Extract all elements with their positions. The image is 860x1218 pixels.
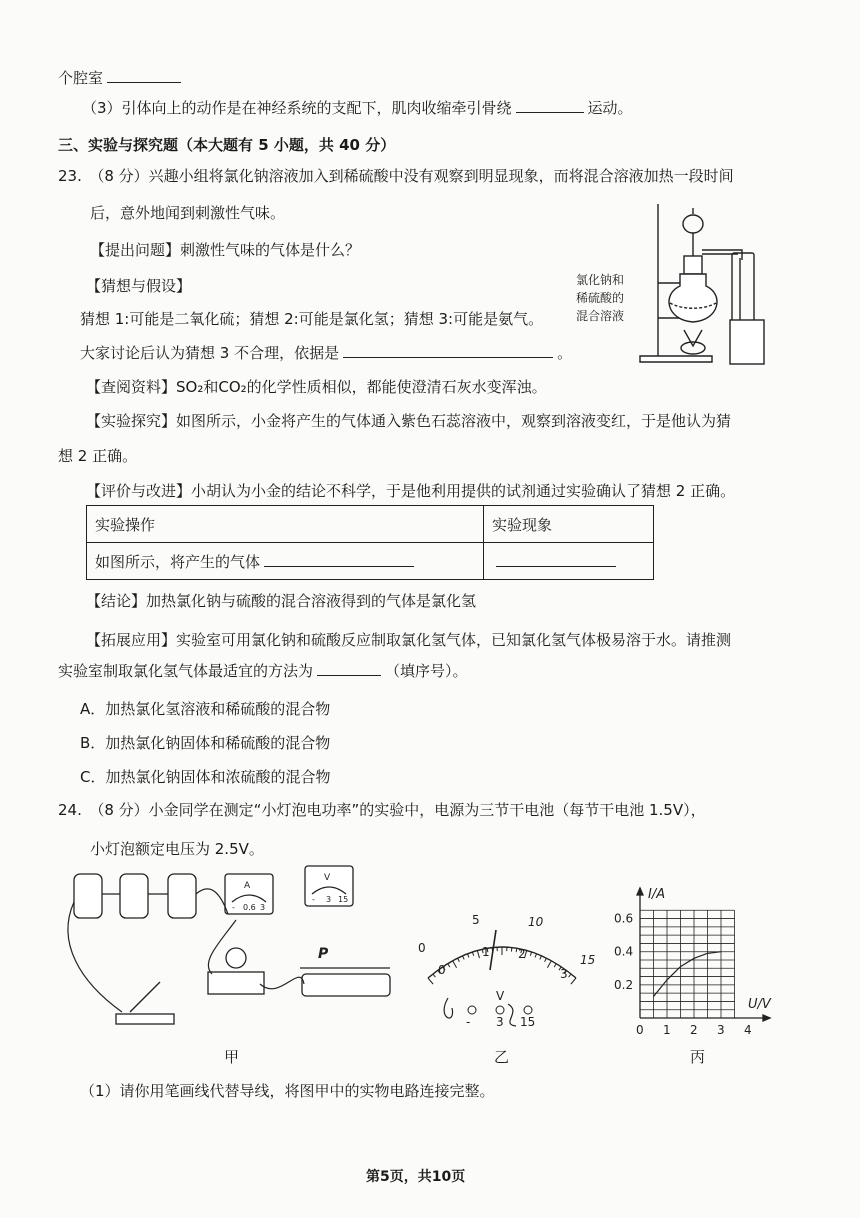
dial-tick xyxy=(453,961,457,968)
q23-question: 【提出问题】刺激性气味的气体是什么？ xyxy=(90,241,361,259)
dial-tick xyxy=(472,952,473,956)
x-tick-label: 4 xyxy=(744,1023,752,1037)
y-tick-label: 0.6 xyxy=(614,911,634,926)
x-tick-label: 3 xyxy=(717,1023,725,1037)
y-tick-label: 0.2 xyxy=(614,977,634,992)
q23-conclusion: 【结论】加热氯化钠与硫酸的混合溶液得到的气体是氯化氢 xyxy=(86,592,477,610)
q23-explore-cont: 想 2 正确。 xyxy=(58,447,138,465)
figure-label-yi: 乙 xyxy=(494,1048,510,1066)
dial-tick xyxy=(428,978,433,984)
dial-tick xyxy=(571,978,576,984)
dial-terminal: 15 xyxy=(520,1015,536,1029)
dial-tick xyxy=(547,961,551,968)
apparatus-label-line1: 氯化钠和 xyxy=(576,273,625,287)
answer-blank[interactable] xyxy=(496,552,616,567)
iu-curve xyxy=(654,952,722,997)
q24-stem: 24. （8 分）小金同学在测定“小灯泡电功率”的实验中，电源为三节干电池（每节干电池 1.5V）， xyxy=(58,801,706,819)
top-line: 个腔室 xyxy=(58,68,181,88)
y-axis-arrow xyxy=(637,888,643,895)
dial-tick xyxy=(463,956,465,960)
table-header: 实验操作 xyxy=(87,506,484,543)
answer-blank[interactable] xyxy=(107,68,181,83)
ammeter-terminal: 0.6 xyxy=(243,903,256,912)
ammeter-letter: A xyxy=(244,881,251,891)
dial-top-label: 0 xyxy=(418,941,426,955)
battery-icon xyxy=(74,874,102,918)
page-footer: 第5页，共10页 xyxy=(366,1169,466,1185)
dial-tick xyxy=(433,974,435,977)
battery-icon xyxy=(168,874,196,918)
table-cell xyxy=(484,543,654,580)
option-a: A．加热氯化氢溶液和稀硫酸的混合物 xyxy=(80,700,331,718)
table-row xyxy=(87,543,654,580)
ammeter-terminal: 3 xyxy=(260,903,266,912)
voltmeter-terminal: 15 xyxy=(338,895,349,904)
dial-needle xyxy=(490,930,496,970)
dial-bottom-label: 1 xyxy=(482,945,490,959)
q23-extend-cont: 实验室制取氯化氢气体最适宜的方法为 （填序号）。 xyxy=(58,662,468,680)
experiment-table xyxy=(86,505,654,580)
table-header: 实验现象 xyxy=(484,506,654,543)
table-header-row xyxy=(87,506,654,543)
slider-label: P xyxy=(318,946,329,962)
dial-tick xyxy=(530,952,531,956)
rheostat-icon xyxy=(302,974,390,996)
q23-reference: 【查阅资料】SO₂和CO₂的化学性质相似，都能使澄清石灰水变浑浊。 xyxy=(86,378,547,396)
dial-top-label: 15 xyxy=(580,953,596,967)
dial-tick xyxy=(477,950,479,958)
graph-xlabel: U/V xyxy=(748,997,771,1012)
apparatus-label-line2: 稀硫酸的 xyxy=(576,291,625,305)
iu-graph xyxy=(610,880,780,1040)
bulb-icon xyxy=(226,948,246,968)
apparatus-figure xyxy=(572,198,782,368)
dial-tick xyxy=(448,964,450,967)
dial-tick xyxy=(458,958,460,962)
x-tick-label: 0 xyxy=(636,1023,644,1037)
dial-bottom-label: 2 xyxy=(518,947,526,961)
x-tick-label: 2 xyxy=(690,1023,698,1037)
apparatus-label-line3: 混合溶液 xyxy=(576,309,625,323)
option-b: B．加热氯化钠固体和稀硫酸的混合物 xyxy=(80,734,331,752)
dial-terminal: - xyxy=(466,1015,471,1029)
q23-extend: 【拓展应用】实验室可用氯化钠和硫酸反应制取氯化氢气体，已知氯化氢气体极易溶于水。请推测 xyxy=(86,631,732,649)
q23-discussion: 大家讨论后认为猜想 3 不合理，依据是 。 xyxy=(80,344,573,362)
answer-blank[interactable] xyxy=(516,98,584,113)
bulb-base-icon xyxy=(208,972,264,994)
dial-terminal: 3 xyxy=(496,1015,504,1029)
dial-top-label: 5 xyxy=(472,913,480,927)
figure-label-jia: 甲 xyxy=(224,1048,240,1066)
dial-tick xyxy=(545,958,547,962)
option-c: C．加热氯化钠固体和浓硫酸的混合物 xyxy=(80,768,331,786)
q23-stem: 23. （8 分）兴趣小组将氯化钠溶液加入到稀硫酸中没有观察到明显现象，而将混合溶液加热一段时间 xyxy=(58,167,734,185)
circuit-figure xyxy=(60,862,390,1032)
voltmeter-dial-figure xyxy=(412,908,602,1028)
table-cell: 如图所示，将产生的气体 xyxy=(87,543,484,580)
q23-evaluate: 【评价与改进】小胡认为小金的结论不科学，于是他利用提供的试剂通过实验确认了猜想 2 正确。 xyxy=(86,482,736,500)
figure-label-bing: 丙 xyxy=(690,1048,706,1066)
dial-tick xyxy=(554,964,556,967)
voltmeter-terminal: - xyxy=(312,895,315,904)
dial-letter: V xyxy=(496,989,505,1003)
dial-tick xyxy=(569,974,571,977)
q23-hypothesis-title: 【猜想与假设】 xyxy=(86,277,192,295)
answer-blank[interactable] xyxy=(343,343,553,358)
dial-tick xyxy=(467,954,468,958)
graph-ylabel: I/A xyxy=(648,887,666,902)
y-tick-label: 0.4 xyxy=(614,944,634,959)
ammeter-terminal: - xyxy=(232,903,235,912)
q22-part3: （3）引体向上的动作是在神经系统的支配下，肌肉收缩牵引骨绕 运动。 xyxy=(82,99,633,117)
voltmeter-letter: V xyxy=(324,873,331,883)
section-heading: 三、实验与探究题（本大题有 5 小题，共 40 分） xyxy=(58,136,396,154)
dial-bottom-label: 0 xyxy=(438,963,446,977)
dial-bottom-label: 3 xyxy=(560,967,568,981)
q24-stem-cont: 小灯泡额定电压为 2.5V。 xyxy=(90,840,264,858)
q23-stem-cont: 后，意外地闻到刺激性气味。 xyxy=(90,204,286,222)
dial-tick xyxy=(535,954,536,958)
dial-tick xyxy=(516,948,517,952)
battery-icon xyxy=(120,874,148,918)
dial-top-label: 10 xyxy=(528,915,544,929)
switch-icon xyxy=(116,1014,174,1024)
answer-blank[interactable] xyxy=(264,552,414,567)
q24-sub1: （1）请你用笔画线代替导线，将图甲中的实物电路连接完整。 xyxy=(80,1082,495,1100)
x-tick-label: 1 xyxy=(663,1023,671,1037)
q23-explore: 【实验探究】如图所示，小金将产生的气体通入紫色石蕊溶液中，观察到溶液变红，于是他认为猜 xyxy=(86,412,732,430)
x-axis-arrow xyxy=(763,1015,770,1021)
q23-hypotheses: 猜想 1:可能是二氧化硫；猜想 2:可能是氯化氢；猜想 3:可能是氨气。 xyxy=(80,310,544,328)
dial-tick xyxy=(540,956,542,960)
voltmeter-terminal: 3 xyxy=(326,895,332,904)
answer-blank[interactable] xyxy=(317,661,381,676)
